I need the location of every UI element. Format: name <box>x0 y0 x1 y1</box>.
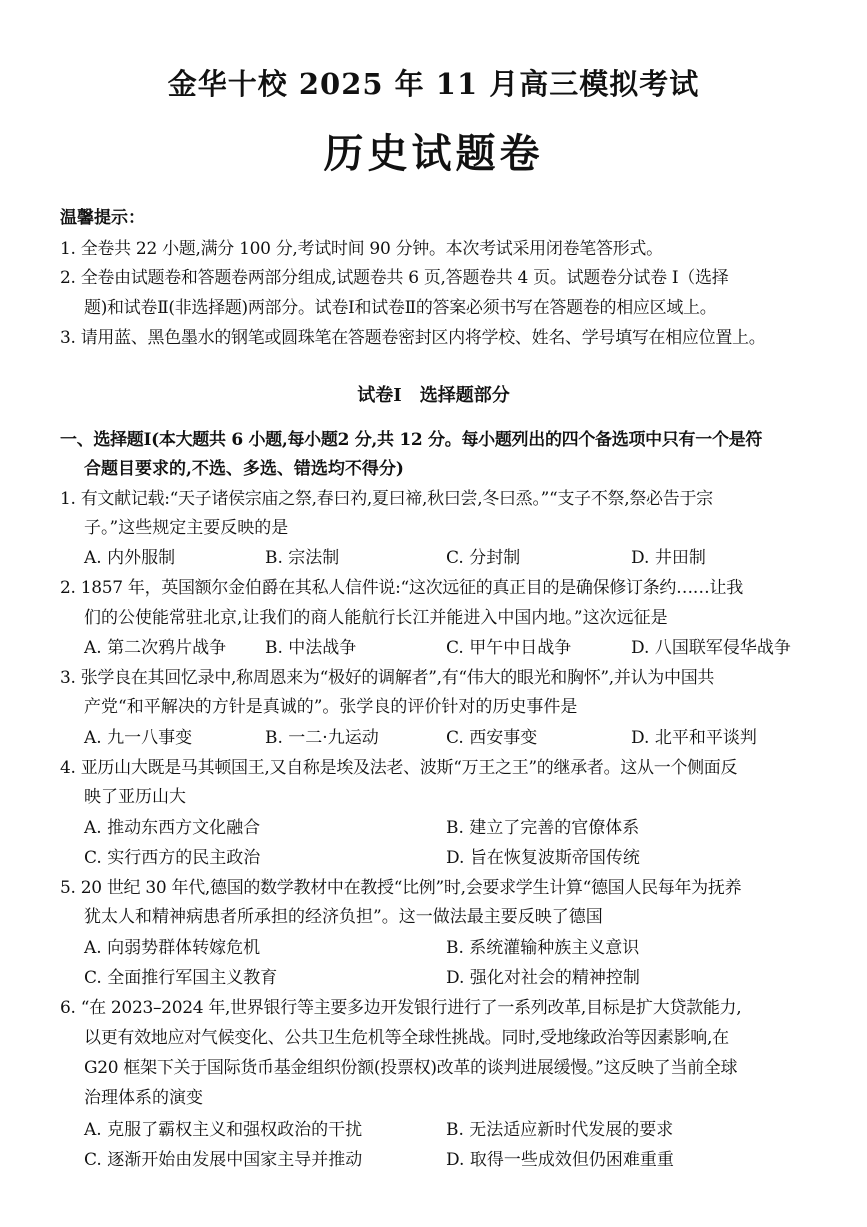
option-c: C. 全面推行军国主义教育 <box>84 968 278 988</box>
question-4-options-row-2 <box>84 845 830 871</box>
option-c: C. 分封制 <box>446 548 521 568</box>
question-3-line-2: 产党“和平解决的方针是真诚的”。张学良的评价针对的历史事件是 <box>84 697 578 717</box>
notice-item-2: 2. 全卷由试题卷和答题卷两部分组成,试题卷共 6 页,答题卷共 4 页。试题卷分试卷 Ⅰ（选择 <box>60 268 729 288</box>
option-b: B. 无法适应新时代发展的要求 <box>446 1120 674 1140</box>
option-c: C. 实行西方的民主政治 <box>84 848 261 868</box>
question-1-line-2: 子。”这些规定主要反映的是 <box>84 518 289 538</box>
option-c: C. 西安事变 <box>446 728 538 748</box>
section-title: 试卷Ⅰ 选择题部分 <box>357 385 510 406</box>
option-b: B. 建立了完善的官僚体系 <box>446 818 640 838</box>
question-4-line-1: 4. 亚历山大既是马其顿国王,又自称是埃及法老、波斯“万王之王”的继承者。这从一个侧面反 <box>60 758 738 778</box>
notice-item-3: 3. 请用蓝、黑色墨水的钢笔或圆珠笔在答题卷密封区内将学校、姓名、学号填写在相应位置上。 <box>60 328 766 348</box>
option-d: D. 取得一些成效但仍困难重重 <box>446 1150 674 1170</box>
option-a: A. 第二次鸦片战争 <box>84 638 227 658</box>
question-2-line-2: 们的公使能常驻北京,让我们的商人能航行长江并能进入中国内地。”这次远征是 <box>84 608 668 628</box>
option-d: D. 北平和平谈判 <box>631 728 757 748</box>
option-d: D. 井田制 <box>631 548 706 568</box>
option-a: A. 九一八事变 <box>84 728 193 748</box>
option-a: A. 克服了霸权主义和强权政治的干扰 <box>84 1120 363 1140</box>
option-a: A. 内外服制 <box>84 548 176 568</box>
question-6-line-2: 以更有效地应对气候变化、公共卫生危机等全球性挑战。同时,受地缘政治等因素影响,在 <box>84 1028 729 1048</box>
option-c: C. 逐渐开始由发展中国家主导并推动 <box>84 1150 363 1170</box>
question-5-line-1: 5. 20 世纪 30 年代,德国的数学教材中在教授“比例”时,会要求学生计算“德国人民每年为抚养 <box>60 878 742 898</box>
question-6-line-4: 治理体系的演变 <box>84 1088 203 1108</box>
question-5-options-row-1 <box>84 935 830 961</box>
notice-heading: 温馨提示： <box>60 208 145 228</box>
option-b: B. 一二·九运动 <box>265 728 379 748</box>
question-6-options-row-1 <box>84 1117 830 1143</box>
question-6-options-row-2 <box>84 1147 830 1173</box>
option-b: B. 系统灌输种族主义意识 <box>446 938 640 958</box>
exam-subject-title: 历史试题卷 <box>323 130 544 177</box>
question-6-line-3: G20 框架下关于国际货币基金组织份额(投票权)改革的谈判进展缓慢。”这反映了当前全球 <box>84 1058 738 1078</box>
option-d: D. 强化对社会的精神控制 <box>446 968 640 988</box>
question-1-line-1: 1. 有文献记载:“天子诸侯宗庙之祭,春曰礿,夏曰禘,秋曰尝,冬曰烝。”“支子不祭,祭必告于宗 <box>60 489 713 509</box>
question-4-line-2: 映了亚历山大 <box>84 787 186 807</box>
option-a: A. 推动东西方文化融合 <box>84 818 261 838</box>
question-3-options <box>84 725 830 751</box>
question-5-options-row-2 <box>84 965 830 991</box>
option-d: D. 八国联军侵华战争 <box>631 638 791 658</box>
exam-title: 金华十校 2025 年 11 月高三模拟考试 <box>167 67 700 101</box>
option-a: A. 向弱势群体转嫁危机 <box>84 938 261 958</box>
notice-item-1: 1. 全卷共 22 小题,满分 100 分,考试时间 90 分钟。本次考试采用闭卷笔答形式。 <box>60 239 663 259</box>
question-2-line-1: 2. 1857 年，英国额尔金伯爵在其私人信件说:“这次远征的真正目的是确保修订条约……让我 <box>60 578 743 598</box>
question-4-options-row-1 <box>84 815 830 841</box>
option-d: D. 旨在恢复波斯帝国传统 <box>446 848 640 868</box>
question-6-line-1: 6. “在 2023–2024 年,世界银行等主要多边开发银行进行了一系列改革,目标是扩大贷款能力, <box>60 998 742 1018</box>
question-2-options <box>84 635 830 661</box>
question-5-line-2: 犹太人和精神病患者所承担的经济负担”。这一做法最主要反映了德国 <box>84 907 603 927</box>
part-heading-cont: 合题目要求的,不选、多选、错选均不得分) <box>84 459 404 479</box>
question-1-options <box>84 545 830 571</box>
option-c: C. 甲午中日战争 <box>446 638 572 658</box>
notice-item-2-cont: 题)和试卷Ⅱ(非选择题)两部分。试卷Ⅰ和试卷Ⅱ的答案必须书写在答题卷的相应区域上。 <box>84 298 717 318</box>
question-3-line-1: 3. 张学良在其回忆录中,称周恩来为“极好的调解者”,有“伟大的眼光和胸怀”,并认为中国共 <box>60 668 715 688</box>
option-b: B. 中法战争 <box>265 638 357 658</box>
option-b: B. 宗法制 <box>265 548 340 568</box>
part-heading: 一、选择题Ⅰ(本大题共 6 小题,每小题2 分,共 12 分。每小题列出的四个备选项中只有一个是符 <box>60 430 763 450</box>
